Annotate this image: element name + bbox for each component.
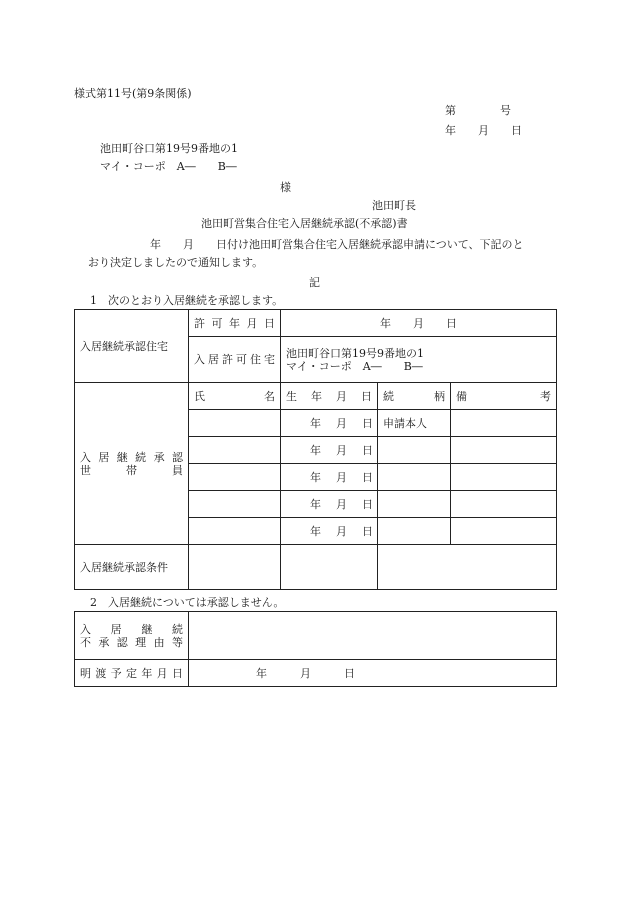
member-remarks-cell xyxy=(451,410,557,437)
residence-address: 池田町谷口第19号9番地の1 xyxy=(286,346,424,360)
approved-residence-label: 入居継続承認住宅 xyxy=(75,310,189,383)
member-birth-cell: 年 月 日 xyxy=(281,437,378,464)
ki-heading: 記 xyxy=(309,276,320,289)
recipient-address: 池田町谷口第19号9番地の1 xyxy=(100,142,238,155)
conditions-cell-1 xyxy=(189,545,281,590)
vacate-date-value xyxy=(189,660,557,687)
document-number: 第 号 xyxy=(445,104,511,117)
body-text-line-2: おり決定しましたので通知します。 xyxy=(88,256,264,269)
member-relation-cell xyxy=(378,491,451,518)
permit-date-value: 年 月 日 xyxy=(281,310,557,337)
recipient-honorific: 様 xyxy=(280,181,291,194)
member-birth-cell: 年 月 日 xyxy=(281,410,378,437)
conditions-cell-3 xyxy=(378,545,557,590)
member-name-cell xyxy=(189,464,281,491)
residence-building: マイ・コーポ A― B― xyxy=(286,359,423,373)
member-relation-cell xyxy=(378,437,451,464)
section-2-heading: 2 入居継続については承認しません。 xyxy=(90,596,285,609)
member-relation-cell xyxy=(378,518,451,545)
member-remarks-cell xyxy=(451,464,557,491)
member-birth-cell: 年 月 日 xyxy=(281,464,378,491)
sender-name: 池田町長 xyxy=(372,199,416,212)
residence-label: 入 居 許 可 住 宅 xyxy=(189,337,281,383)
permit-date-label: 許 可 年 月 日 xyxy=(189,310,281,337)
member-birth-cell: 年 月 日 xyxy=(281,518,378,545)
member-remarks-cell xyxy=(451,437,557,464)
vacate-date-text: 年 月 日 xyxy=(256,666,355,680)
member-name-cell xyxy=(189,410,281,437)
member-relation-cell xyxy=(378,464,451,491)
col-remarks-header: 備 考 xyxy=(451,383,557,410)
document-title: 池田町営集合住宅入居継続承認(不承認)書 xyxy=(201,217,408,230)
col-name-header: 氏 名 xyxy=(189,383,281,410)
vacate-date-label: 明 渡 予 定 年 月 日 xyxy=(75,660,189,687)
member-name-cell xyxy=(189,491,281,518)
form-number: 様式第11号(第9条関係) xyxy=(74,87,192,100)
household-members-label: 入 居 継 続 承 認 世 帯 員 xyxy=(75,383,189,545)
non-approval-reason-cell xyxy=(189,612,557,660)
col-birth-header: 生 年 月 日 xyxy=(281,383,378,410)
member-birth-cell: 年 月 日 xyxy=(281,491,378,518)
body-text-line-1: 年 月 日付け池田町営集合住宅入居継続承認申請について、下記のと xyxy=(150,238,524,251)
member-name-cell xyxy=(189,437,281,464)
member-name-cell xyxy=(189,518,281,545)
section-1-heading: 1 次のとおり入居継続を承認します。 xyxy=(90,294,284,307)
member-remarks-cell xyxy=(451,491,557,518)
member-relation-cell: 申請本人 xyxy=(378,410,451,437)
non-approval-table xyxy=(74,611,557,687)
col-relation-header: 続 柄 xyxy=(378,383,451,410)
conditions-label: 入居継続承認条件 xyxy=(75,545,189,590)
conditions-cell-2 xyxy=(281,545,378,590)
non-approval-reason-label: 入 居 継 続 不 承 認 理 由 等 xyxy=(75,612,189,660)
recipient-building: マイ・コーポ A― B― xyxy=(100,160,237,173)
residence-value xyxy=(281,337,557,383)
document-date: 年 月 日 xyxy=(445,124,522,137)
approval-table xyxy=(74,309,557,590)
member-remarks-cell xyxy=(451,518,557,545)
